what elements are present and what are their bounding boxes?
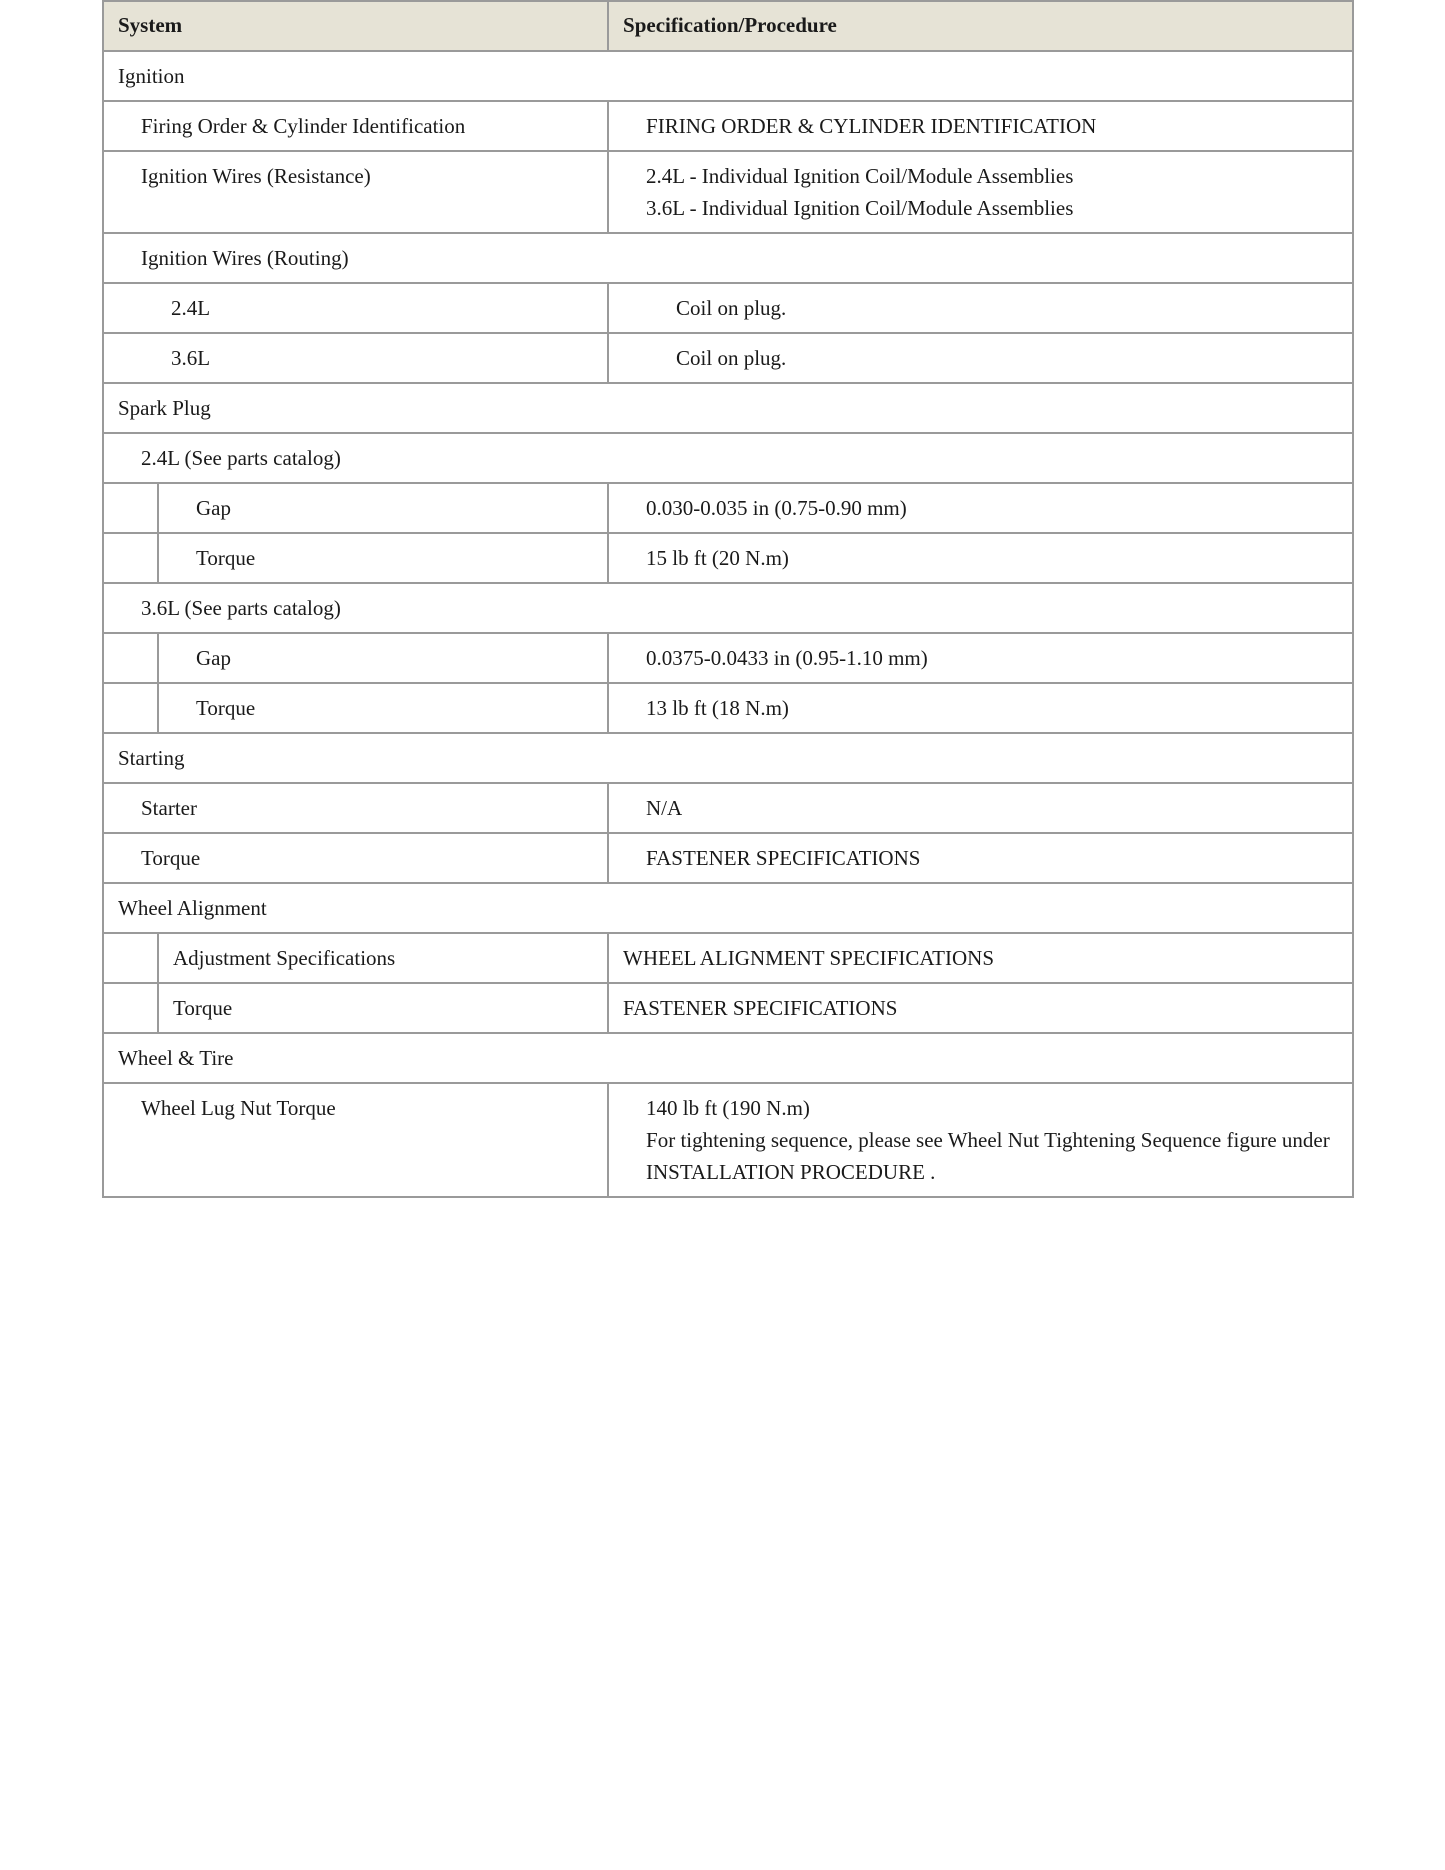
section-title: Wheel Alignment xyxy=(103,883,1353,933)
table-row xyxy=(103,633,1353,683)
spacer-cell xyxy=(103,683,158,733)
row-value-link[interactable]: FIRING ORDER & CYLINDER IDENTIFICATION xyxy=(608,101,1353,151)
section-row-wheel-tire xyxy=(103,1033,1353,1083)
table-row xyxy=(103,151,1353,233)
row-label: Torque xyxy=(103,833,608,883)
row-label: Firing Order & Cylinder Identification xyxy=(103,101,608,151)
spacer-cell xyxy=(103,983,158,1033)
row-label: Torque xyxy=(158,683,608,733)
table-row xyxy=(103,783,1353,833)
section-title: Spark Plug xyxy=(103,383,1353,433)
row-value: 13 lb ft (18 N.m) xyxy=(608,683,1353,733)
value-line: 140 lb ft (190 N.m) xyxy=(646,1096,810,1120)
section-row-ignition xyxy=(103,51,1353,101)
row-value: N/A xyxy=(608,783,1353,833)
subsection-title: 3.6L (See parts catalog) xyxy=(103,583,1353,633)
row-value-link[interactable]: FASTENER SPECIFICATIONS xyxy=(608,833,1353,883)
row-value: 0.030-0.035 in (0.75-0.90 mm) xyxy=(608,483,1353,533)
row-label: Adjustment Specifications xyxy=(158,933,608,983)
table-row xyxy=(103,333,1353,383)
section-title: Wheel & Tire xyxy=(103,1033,1353,1083)
row-value xyxy=(608,1083,1353,1197)
section-title: Starting xyxy=(103,733,1353,783)
row-label: Torque xyxy=(158,533,608,583)
section-row-spark-plug xyxy=(103,383,1353,433)
table-row xyxy=(103,933,1353,983)
subsection-title: Ignition Wires (Routing) xyxy=(103,233,1353,283)
subsection-row xyxy=(103,433,1353,483)
row-label: Wheel Lug Nut Torque xyxy=(103,1083,608,1197)
subsection-row xyxy=(103,583,1353,633)
row-value: Coil on plug. xyxy=(608,283,1353,333)
row-value xyxy=(608,151,1353,233)
row-label: 3.6L xyxy=(103,333,608,383)
spacer-cell xyxy=(103,933,158,983)
value-line: 3.6L - Individual Ignition Coil/Module Assemblies xyxy=(646,196,1074,220)
header-system: System xyxy=(103,1,608,51)
table-header-row xyxy=(103,1,1353,51)
row-value-link[interactable]: WHEEL ALIGNMENT SPECIFICATIONS xyxy=(608,933,1353,983)
section-row-wheel-alignment xyxy=(103,883,1353,933)
table-row xyxy=(103,101,1353,151)
row-value: 15 lb ft (20 N.m) xyxy=(608,533,1353,583)
value-line: 2.4L - Individual Ignition Coil/Module Assemblies xyxy=(646,164,1074,188)
row-label: 2.4L xyxy=(103,283,608,333)
section-row-starting xyxy=(103,733,1353,783)
row-value-link[interactable]: FASTENER SPECIFICATIONS xyxy=(608,983,1353,1033)
table-row xyxy=(103,283,1353,333)
table-row xyxy=(103,483,1353,533)
header-spec: Specification/Procedure xyxy=(608,1,1353,51)
row-label: Ignition Wires (Resistance) xyxy=(103,151,608,233)
row-label: Starter xyxy=(103,783,608,833)
table-row xyxy=(103,683,1353,733)
row-value: Coil on plug. xyxy=(608,333,1353,383)
row-label: Gap xyxy=(158,633,608,683)
table-row xyxy=(103,833,1353,883)
value-note: For tightening sequence, please see Wheel Nut Tightening Sequence figure under INSTALLATION PROCEDURE . xyxy=(646,1128,1330,1184)
spacer-cell xyxy=(103,533,158,583)
subsection-title: 2.4L (See parts catalog) xyxy=(103,433,1353,483)
row-value: 0.0375-0.0433 in (0.95-1.10 mm) xyxy=(608,633,1353,683)
specifications-table xyxy=(102,0,1354,1198)
table-row xyxy=(103,533,1353,583)
spacer-cell xyxy=(103,633,158,683)
section-title: Ignition xyxy=(103,51,1353,101)
table-row xyxy=(103,983,1353,1033)
row-label: Torque xyxy=(158,983,608,1033)
row-label: Gap xyxy=(158,483,608,533)
subsection-row xyxy=(103,233,1353,283)
table-row xyxy=(103,1083,1353,1197)
spacer-cell xyxy=(103,483,158,533)
